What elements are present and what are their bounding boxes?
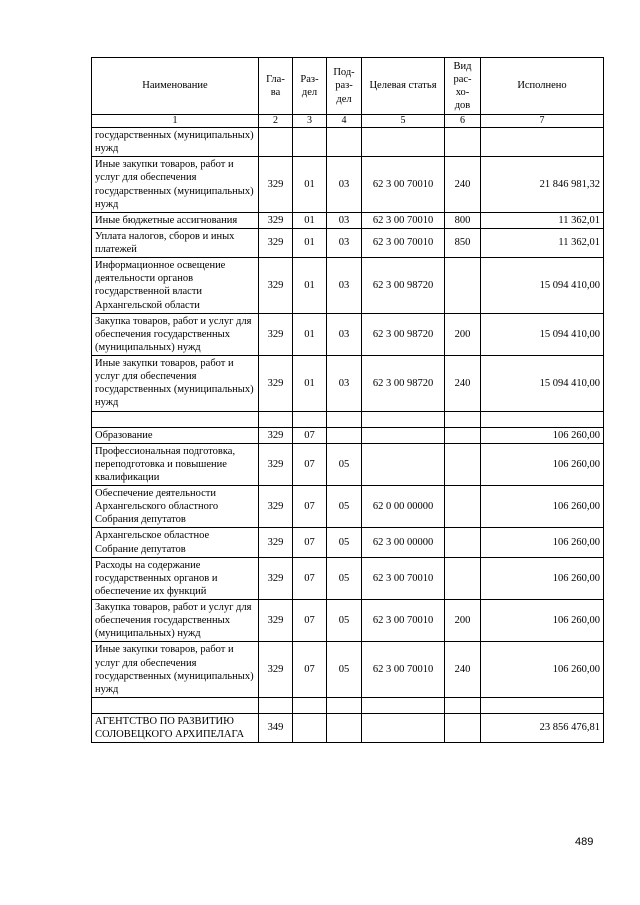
cell-amount: 106 260,00: [481, 642, 604, 698]
column-number: 3: [293, 115, 327, 128]
cell-razdel: 01: [293, 313, 327, 355]
cell-vid: [445, 713, 481, 742]
cell-name: Закупка товаров, работ и услуг для обеспечения государственных (муниципальных) нужд: [92, 600, 259, 642]
header-razdel: Раз-дел: [293, 58, 327, 115]
cell-amount: 15 094 410,00: [481, 258, 604, 314]
page-number: 489: [575, 836, 594, 848]
cell-glava: [259, 697, 293, 713]
cell-name: государственных (муниципальных) нужд: [92, 128, 259, 157]
cell-glava: 329: [259, 486, 293, 528]
cell-vid: [445, 258, 481, 314]
cell-razdel: 07: [293, 427, 327, 443]
cell-name: Профессиональная подготовка, переподготовка и повышение квалификации: [92, 443, 259, 485]
cell-amount: 23 856 476,81: [481, 713, 604, 742]
table-row: [92, 713, 604, 742]
table-body: [92, 128, 604, 743]
table-row: [92, 528, 604, 557]
column-number: 1: [92, 115, 259, 128]
cell-podrazdel: 03: [327, 228, 362, 257]
cell-glava: 329: [259, 212, 293, 228]
cell-vid: 240: [445, 157, 481, 213]
header-podrazdel: Под-раз-дел: [327, 58, 362, 115]
cell-statya: 62 3 00 98720: [362, 356, 445, 412]
cell-podrazdel: 05: [327, 557, 362, 599]
cell-vid: [445, 528, 481, 557]
cell-vid: [445, 557, 481, 599]
cell-razdel: 07: [293, 486, 327, 528]
cell-glava: 329: [259, 228, 293, 257]
cell-razdel: 07: [293, 642, 327, 698]
cell-amount: 11 362,01: [481, 228, 604, 257]
cell-name: Образование: [92, 427, 259, 443]
cell-razdel: 07: [293, 443, 327, 485]
cell-statya: 62 3 00 70010: [362, 228, 445, 257]
cell-podrazdel: 03: [327, 157, 362, 213]
table-row: [92, 411, 604, 427]
cell-vid: 240: [445, 642, 481, 698]
cell-podrazdel: 03: [327, 356, 362, 412]
cell-podrazdel: 05: [327, 600, 362, 642]
cell-name: Иные закупки товаров, работ и услуг для обеспечения государственных (муниципальных) нужд: [92, 157, 259, 213]
table-row: [92, 356, 604, 412]
cell-glava: [259, 411, 293, 427]
header-statya: Целевая статья: [362, 58, 445, 115]
cell-razdel: 07: [293, 557, 327, 599]
cell-podrazdel: [327, 697, 362, 713]
cell-name: Расходы на содержание государственных органов и обеспечение их функций: [92, 557, 259, 599]
cell-razdel: 07: [293, 528, 327, 557]
table-row: [92, 486, 604, 528]
cell-vid: [445, 443, 481, 485]
cell-glava: 329: [259, 313, 293, 355]
cell-glava: 349: [259, 713, 293, 742]
cell-statya: [362, 128, 445, 157]
cell-podrazdel: [327, 713, 362, 742]
cell-statya: 62 3 00 98720: [362, 313, 445, 355]
cell-glava: 329: [259, 157, 293, 213]
cell-statya: 62 0 00 00000: [362, 486, 445, 528]
cell-name: Иные закупки товаров, работ и услуг для обеспечения государственных (муниципальных) нужд: [92, 642, 259, 698]
cell-statya: [362, 443, 445, 485]
table-row: [92, 157, 604, 213]
cell-amount: 106 260,00: [481, 528, 604, 557]
cell-razdel: [293, 713, 327, 742]
cell-vid: 240: [445, 356, 481, 412]
table-row: [92, 697, 604, 713]
cell-podrazdel: 05: [327, 642, 362, 698]
cell-amount: 106 260,00: [481, 557, 604, 599]
table-row: [92, 228, 604, 257]
header-glava: Гла-ва: [259, 58, 293, 115]
cell-statya: [362, 697, 445, 713]
header-vid: Вид рас-хо-дов: [445, 58, 481, 115]
cell-amount: [481, 128, 604, 157]
cell-statya: 62 3 00 70010: [362, 212, 445, 228]
cell-vid: [445, 697, 481, 713]
cell-razdel: 01: [293, 212, 327, 228]
header-row: [92, 58, 604, 115]
cell-razdel: [293, 697, 327, 713]
cell-name: Обеспечение деятельности Архангельского областного Собрания депутатов: [92, 486, 259, 528]
cell-statya: 62 3 00 70010: [362, 157, 445, 213]
cell-name: Иные закупки товаров, работ и услуг для обеспечения государственных (муниципальных) нужд: [92, 356, 259, 412]
cell-statya: 62 3 00 00000: [362, 528, 445, 557]
table-row: [92, 642, 604, 698]
cell-glava: 329: [259, 427, 293, 443]
header-name: Наименование: [92, 58, 259, 115]
cell-vid: 800: [445, 212, 481, 228]
cell-podrazdel: 05: [327, 486, 362, 528]
cell-glava: 329: [259, 557, 293, 599]
cell-amount: 11 362,01: [481, 212, 604, 228]
column-number: 4: [327, 115, 362, 128]
table-row: [92, 443, 604, 485]
cell-statya: [362, 427, 445, 443]
cell-statya: [362, 411, 445, 427]
cell-razdel: 01: [293, 157, 327, 213]
cell-glava: [259, 128, 293, 157]
cell-razdel: 01: [293, 356, 327, 412]
cell-glava: 329: [259, 528, 293, 557]
cell-razdel: 01: [293, 228, 327, 257]
cell-glava: 329: [259, 600, 293, 642]
table-row: [92, 258, 604, 314]
table-row: [92, 427, 604, 443]
cell-statya: 62 3 00 98720: [362, 258, 445, 314]
column-number: 5: [362, 115, 445, 128]
cell-statya: 62 3 00 70010: [362, 600, 445, 642]
cell-razdel: [293, 411, 327, 427]
column-number: 2: [259, 115, 293, 128]
cell-statya: 62 3 00 70010: [362, 557, 445, 599]
cell-podrazdel: 03: [327, 212, 362, 228]
cell-vid: [445, 486, 481, 528]
column-number: 6: [445, 115, 481, 128]
table-row: [92, 600, 604, 642]
table-row: [92, 557, 604, 599]
cell-glava: 329: [259, 258, 293, 314]
cell-razdel: 07: [293, 600, 327, 642]
cell-vid: [445, 128, 481, 157]
cell-podrazdel: 03: [327, 258, 362, 314]
cell-glava: 329: [259, 356, 293, 412]
column-number-row: [92, 115, 604, 128]
cell-amount: [481, 697, 604, 713]
cell-vid: 200: [445, 313, 481, 355]
cell-razdel: 01: [293, 258, 327, 314]
cell-name: АГЕНТСТВО ПО РАЗВИТИЮ СОЛОВЕЦКОГО АРХИПЕЛАГА: [92, 713, 259, 742]
cell-glava: 329: [259, 443, 293, 485]
table-row: [92, 212, 604, 228]
cell-vid: 200: [445, 600, 481, 642]
cell-glava: 329: [259, 642, 293, 698]
cell-name: [92, 411, 259, 427]
cell-name: Информационное освещение деятельности органов государственной власти Архангельской области: [92, 258, 259, 314]
cell-statya: [362, 713, 445, 742]
cell-vid: 850: [445, 228, 481, 257]
cell-vid: [445, 427, 481, 443]
cell-name: Архангельское областное Собрание депутатов: [92, 528, 259, 557]
cell-podrazdel: 03: [327, 313, 362, 355]
cell-vid: [445, 411, 481, 427]
cell-podrazdel: 05: [327, 443, 362, 485]
cell-podrazdel: [327, 128, 362, 157]
budget-table: [91, 57, 604, 743]
cell-razdel: [293, 128, 327, 157]
cell-amount: 106 260,00: [481, 486, 604, 528]
cell-amount: 21 846 981,32: [481, 157, 604, 213]
cell-podrazdel: 05: [327, 528, 362, 557]
cell-amount: 106 260,00: [481, 600, 604, 642]
cell-statya: 62 3 00 70010: [362, 642, 445, 698]
cell-name: Уплата налогов, сборов и иных платежей: [92, 228, 259, 257]
cell-amount: 15 094 410,00: [481, 356, 604, 412]
table-row: [92, 128, 604, 157]
cell-amount: [481, 411, 604, 427]
cell-name: Иные бюджетные ассигнования: [92, 212, 259, 228]
table-row: [92, 313, 604, 355]
cell-name: [92, 697, 259, 713]
cell-amount: 106 260,00: [481, 427, 604, 443]
cell-podrazdel: [327, 427, 362, 443]
cell-amount: 106 260,00: [481, 443, 604, 485]
cell-name: Закупка товаров, работ и услуг для обеспечения государственных (муниципальных) нужд: [92, 313, 259, 355]
cell-amount: 15 094 410,00: [481, 313, 604, 355]
cell-podrazdel: [327, 411, 362, 427]
column-number: 7: [481, 115, 604, 128]
header-amount: Исполнено: [481, 58, 604, 115]
